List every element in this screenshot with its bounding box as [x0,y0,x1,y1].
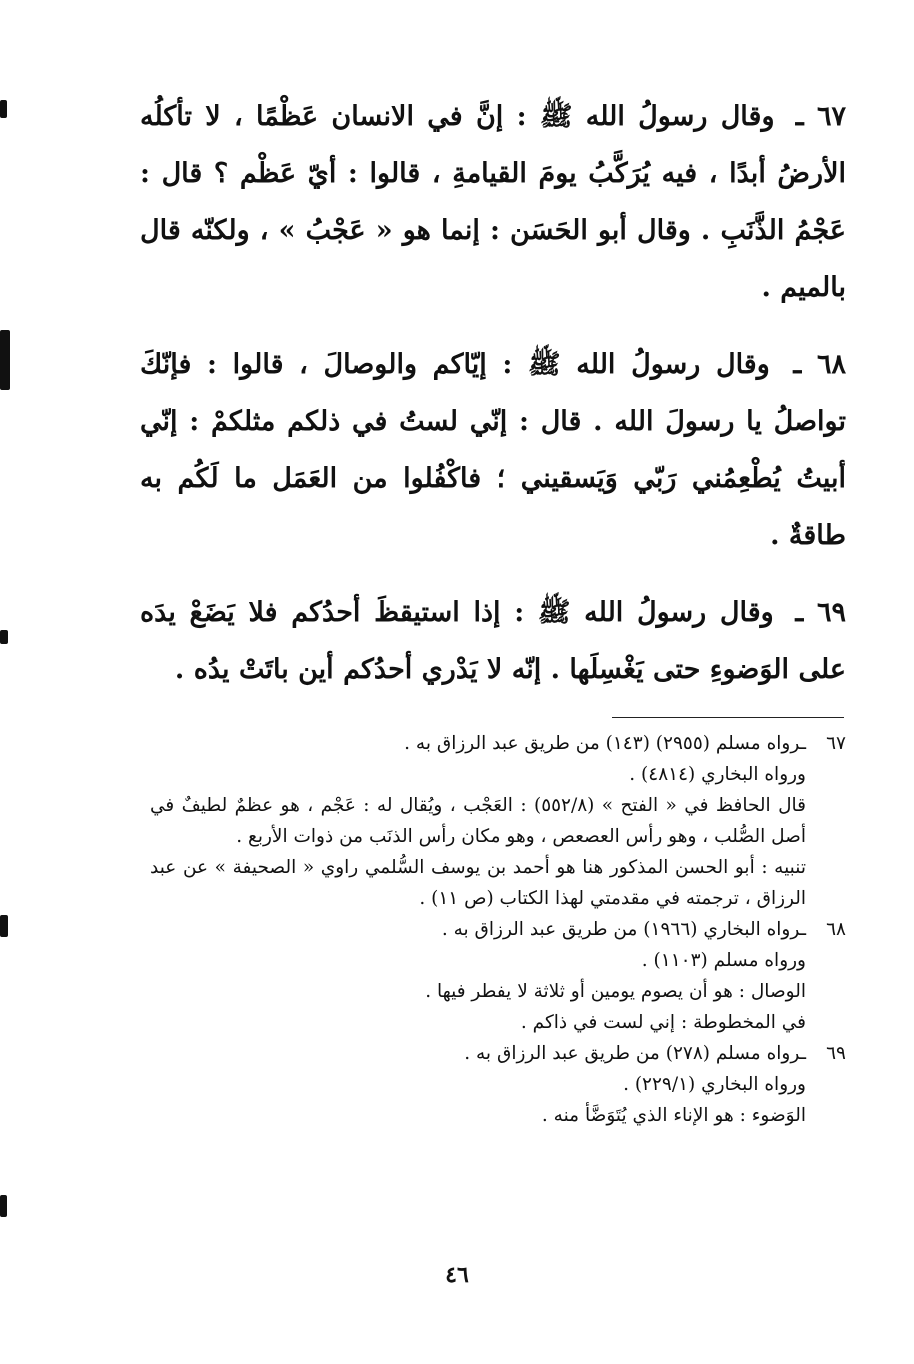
footnote-line: ورواه مسلم (١١٠٣) . [641,950,806,971]
scan-edge-mark [0,100,7,118]
footnote-text: ـرواه البخاري (١٩٦٦) من طريق عبد الرزاق به . [441,919,806,940]
footnote-line: الوَضوء : هو الإناء الذي يُتَوَضَّأ منه . [541,1105,806,1126]
hadith-number: ٦٩ ـ [795,597,847,628]
hadith-68 [140,336,846,564]
hadith-number: ٦٨ ـ [793,349,847,380]
footnote-line: ورواه البخاري (٤٨١٤) . [629,764,806,785]
hadith-number: ٦٧ ـ [795,101,846,132]
page-number: ٤٦ [445,1262,469,1288]
footnote-separator [612,717,844,718]
footnote-number: ٦٩ [826,1043,846,1064]
hadith-body: وقال رسولُ الله ﷺ : إذا استيقظَ أحدُكم فلا يَضَعْ يدَه على الوَضوءِ حتى يَغْسِلَها . إنّه لا يَدْري أحدُكم أين باتَتْ يدُه . [140,597,846,685]
footnote-number: ٦٧ [826,733,846,754]
hadith-body: وقال رسولُ الله ﷺ : إيّاكم والوصالَ ، قالوا : فإنّكَ تواصلُ يا رسولَ الله . قال : إنّي لستُ في ذلكم مثلكمْ : إنّي أبيتُ يُطْعِمُني رَبّي وَيَسقيني ؛ فاكْفُلوا من العَمَل ما لَكُم به طاقةٌ . [140,349,846,551]
footnote-text: ـرواه مسلم (٢٩٥٥) (١٤٣) من طريق عبد الرزاق به . [404,733,806,754]
hadith-text-block [140,88,846,718]
scan-edge-mark [0,1195,7,1217]
footnote-line: تنبيه : أبو الحسن المذكور هنا هو أحمد بن يوسف السُّلمي راوي « الصحيفة » عن عبد الرزاق ، ترجمته في مقدمتي لهذا الكتاب (ص ١١) . [150,857,806,909]
scan-edge-mark [0,330,10,390]
footnote-67 [150,728,846,759]
hadith-69 [140,584,846,698]
footnote-68 [150,914,846,945]
footnote-line: قال الحافظ في « الفتح » (٥٥٢/٨) : العَجْب ، ويُقال له : عَجْم ، هو عظمٌ لطيفٌ في أصل الصُّلب ، وهو رأس العصعص ، وهو مكان رأس الذنَب من ذوات الأربع . [150,795,806,847]
scan-edge-mark [0,915,8,937]
footnote-number: ٦٨ [826,919,846,940]
hadith-67 [140,88,846,316]
footnote-text: ـرواه مسلم (٢٧٨) من طريق عبد الرزاق به . [464,1043,806,1064]
footnote-line: الوصال : هو أن يصوم يومين أو ثلاثة لا يفطر فيها . [425,981,806,1002]
footnote-line: في المخطوطة : إني لست في ذاكم . [520,1012,806,1033]
hadith-body: وقال رسولُ الله ﷺ : إنَّ في الانسان عَظْمًا ، لا تأكلُه الأرضُ أبدًا ، فيه يُرَكَّبُ يومَ القيامةِ ، قالوا : أيّ عَظْم ؟ قال : عَجْمُ الذَّنَبِ . وقال أبو الحَسَن : إنما هو « عَجْبُ » ، ولكنّه قال بالميم . [140,101,846,303]
footnote-line: ورواه البخاري (٢٢٩/١) . [623,1074,806,1095]
footnote-69 [150,1038,846,1069]
footnotes-block [150,728,846,1131]
scan-edge-mark [0,630,8,644]
